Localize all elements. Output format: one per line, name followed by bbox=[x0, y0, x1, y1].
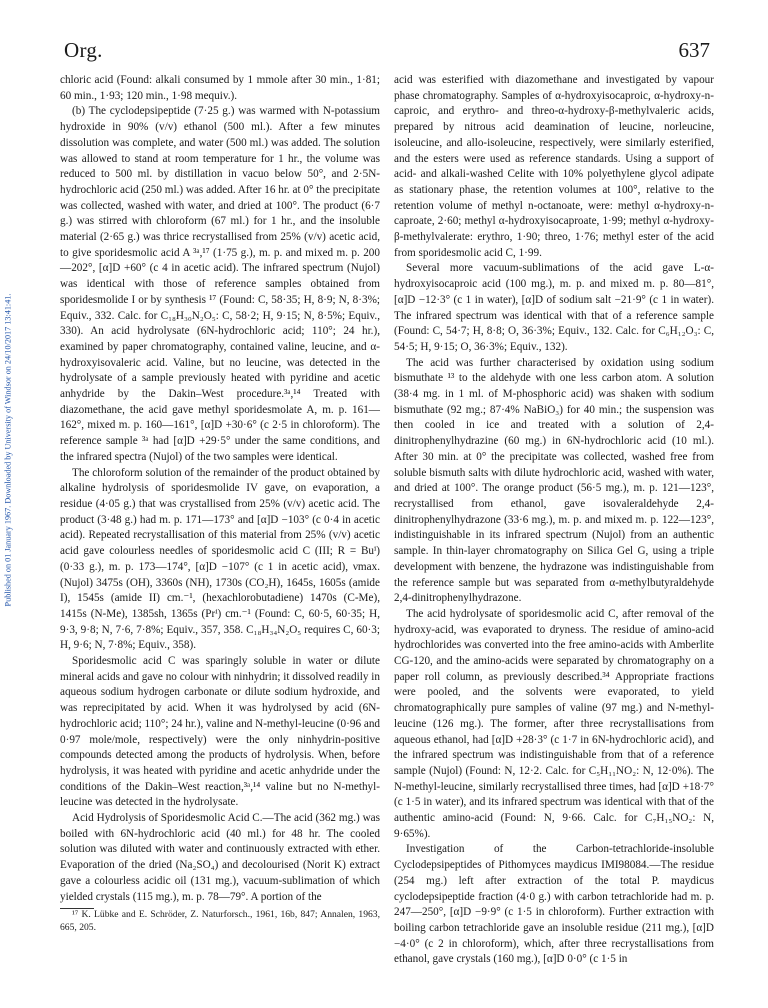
right-column bbox=[394, 73, 714, 968]
page-number: 637 bbox=[678, 38, 710, 62]
paragraph: The acid was further characterised by oxidation using sodium bismuthate ¹³ to the aldehyde with one less carbon atom. A solution (38·4 mg. in 1 ml. of M-phosphoric acid) was shaken with sodium bismuthate (92 mg.; 87·4% NaBiO₃) for 40 min.; the suspension was then cooled in ice and treated with a solution of 2,4-dinitrophenylhydrazine (60 mg.) in 6N-hydrochloric acid (10 ml.). After 30 min. at 0° the precipitate was collected, washed free from soluble bismuth salts with dilute hydrochloric acid, washed with water, and dried at 100°. The orange product (56·5 mg.), m. p. 121—123°, recrystallised from ethanol, gave isovaleraldehyde 2,4-dinitrophenylhydrazone (33·6 mg.), m. p. and mixed m. p. 122—123°, indistinguishable in its infrared spectrum (Nujol) from an authentic sample. In thin-layer chromatography on Silica Gel G, using a triple development with benzene, the hydrazone was indistinguishable from the reference sample but was separated from α-methylbutyraldehyde 2,4-dinitrophenylhydrazone. bbox=[394, 356, 714, 605]
paragraph: (b) The cyclodepsipeptide (7·25 g.) was warmed with N-potassium hydroxide in 90% (v/v) ethanol (500 ml.). After a few minutes dissolution was complete, and water (500 ml.) was added. The solution was allowed to stand at room temperature for 1 hr., the volume was reduced to 500 ml. by distillation in vacuo below 50°, and 2·5N-hydrochloric acid (250 ml.) was added. After 16 hr. at 0° the precipitate was collected, washed with water, and dried at 100°. The product (6·7 g.) was stirred with chloroform (67 ml.) for 1 hr., and the insoluble material (2·65 g.) was thrice recrystallised from 25% (v/v) acetic acid, to give sporidesmolic acid A ³ᵃ,¹⁷ (1·75 g.), m. p. and mixed m. p. 200—202°, [α]D +60° (c 4 in acetic acid). The infrared spectrum (Nujol) was identical with those of reference samples obtained from sporidesmolide I or by synthesis ¹⁷ (Found: C, 58·35; H, 8·9; N, 8·3%; Equiv., 332. Calc. for C₁₈H₃₀N₂O₅: C, 58·2; H, 9·15; N, 8·5%; Equiv., 330). An acid hydrolysate (6N-hydrochloric acid; 110°; 24 hr.), examined by paper chromatography, contained valine, leucine, and α-hydroxyisovaleric acid. Valine, but no leucine, was detected in the hydrolysate of a sample previously heated with pyridine and acetic anhydride by the Dakin–West procedure.³ᵃ,¹⁴ Treated with diazomethane, the acid gave methyl sporidesmolate A, m. p. 161—162°, mixed m. p. 160—161°, [α]D +30·6° (c 2·5 in chloroform). The reference sample ³ᵃ had [α]D +29·5° under the same conditions, and the infrared spectra (Nujol) of the two samples were identical. bbox=[60, 105, 380, 463]
paragraph: The acid hydrolysate of sporidesmolic acid C, after removal of the hydroxy-acid, was evaporated to dryness. The residue of amino-acid hydrochlorides was converted into the free amino-acids with Amberlite CG-120, and the amino-acids were separated by chromatography on a paper roll column, as previously described.³⁴ Appropriate fractions were pooled, and the solvents were evaporated, to yield chromatographically pure samples of valine (97 mg.) and N-methyl-leucine (126 mg.). The former, after three recrystallisations from aqueous ethanol, had [α]D +28·3° (c 1·7 in 6N-hydrochloric acid), and the infrared spectrum was indistinguishable from that of a reference sample (Nujol) (Found: N, 12·2. Calc. for C₅H₁₁NO₂: N, 12·0%). The N-methyl-leucine, similarly recrystallised three times, had [α]D +18·7° (c 1·5 in water), and its infrared spectrum was identical with that of the authentic amino-acid (Found: N, 9·66. Calc. for C₇H₁₅NO₂: N, 9·65%). bbox=[394, 607, 714, 840]
paragraph: acid was esterified with diazomethane and investigated by vapour phase chromatography. Samples of α-hydroxyisocaproic, α-hydroxy-n-caproic, and erythro- and threo-α-hydroxy-β-methylvaleric acids, prepared by nitrous acid deamination of leucine, norleucine, isoleucine, and allo-isoleucine, respectively, were similarly esterified, and the esters were used as reference standards. Using a support of acid- and alkali-washed Celite with 10% polyethylene glycol adipate as stationary phase, the retention volumes at 100°, relative to the retention volume of methyl n-octanoate, were: methyl α-hydroxy-n-caproate, 2·60; methyl α-hydroxyisocaproate, 1·99; methyl α-hydroxy-β-methylvalerate: erythro, 1·90; threo, 1·76; methyl ester of the acid from sporidesmolic acid C, 1·99. bbox=[394, 74, 714, 259]
page-header bbox=[64, 38, 710, 64]
paragraph: chloric acid (Found: alkali consumed by 1 mmole after 30 min., 1·81; 60 min., 1·93; 120 min., 1·98 mequiv.). bbox=[60, 74, 380, 102]
paragraph: Sporidesmolic acid C was sparingly soluble in water or dilute mineral acids and gave no colour with ninhydrin; it dissolved readily in aqueous sodium hydrogen carbonate or dilute sodium hydroxide, and was reprecipitated by acid. When it was hydrolysed by acid (6N-hydrochloric acid; 110°; 24 hr.), valine and N-methyl-leucine (0·96 and 0·97 mole/mole, respectively) were the only ninhydrin-positive compounds detected among the products of hydrolysis. When, before hydrolysis, it was heated with pyridine and acetic anhydride under the conditions of the Dakin–West reaction,³ᵃ,¹⁴ valine but no N-methyl-leucine was detected in the hydrolysate. bbox=[60, 655, 381, 809]
paragraph: Acid Hydrolysis of Sporidesmolic Acid C.—The acid (362 mg.) was boiled with 6N-hydrochloric acid (40 ml.) for 48 hr. The cooled solution was diluted with water and continuously extracted with ether. Evaporation of the dried (Na₂SO₄) and decolourised (Norit K) extract gave a colourless acidic oil (131 mg.), vacuum-sublimation of which yielded crystals (115 mg.), m. p. 78—79°. A portion of the bbox=[60, 812, 380, 903]
paragraph: The chloroform solution of the remainder of the product obtained by alkaline hydrolysis of sporidesmolide IV gave, on evaporation, a residue (4·05 g.) that was crystallised from 25% (v/v) acetic acid. The product (3·48 g.) had m. p. 171—173° and [α]D −103° (c 0·4 in acetic acid). Repeated recrystallisation of this material from 25% (v/v) acetic acid gave colourless needles of sporidesmolic acid C (III; R = Buⁱ) (0·33 g.), m. p. 173—174°, [α]D −107° (c 1 in acetic acid), νmax. (Nujol) 3475s (OH), 3360s (NH), 1730s (CO₂H), 1645s, 1605s (amide I), 1545s (amide II) cm.⁻¹, (hexachlorobutadiene) 1470s (C-Me), 1415s (N-Me), 1385sh, 1365s (Prⁱ) cm.⁻¹ (Found: C, 60·5, 60·35; H, 9·3, 9·8; N, 7·6, 7·8%; Equiv., 357, 358. C₁₈H₃₄N₂O₅ requires C, 60·3; H, 9·6; N, 7·8%; Equiv., 358). bbox=[60, 466, 380, 652]
footnote: ¹⁷ K. Lübke and E. Schröder, Z. Naturforsch., 1961, 16b, 847; Annalen, 1963, 665, 205. bbox=[60, 909, 380, 933]
left-column bbox=[60, 73, 380, 934]
paragraph: Investigation of the Carbon-tetrachloride-insoluble Cyclodepsipeptides of Pithomyces maydicus IMI98084.—The residue (254 mg.) left after extraction of the total P. maydicus cyclodepsipeptide fraction (4·0 g.) with carbon tetrachloride had m. p. 247—250°, [α]D −9·9° (c 1·5 in chloroform). Further extraction with boiling carbon tetrachloride gave an insoluble residue (211 mg.), [α]D −4·0° (c 2 in chloroform), which, after three recrystallisations from ethanol, gave crystals (160 mg.), [α]D 0·0° (c 1·5 in bbox=[394, 843, 714, 966]
provenance-text: Published on 01 January 1967. Downloaded by University of Windsor on 24/10/2017 13:41:41. bbox=[3, 293, 13, 607]
download-provenance-note bbox=[2, 110, 14, 790]
paragraph: Several more vacuum-sublimations of the acid gave L-α-hydroxyisocaproic acid (100 mg.), m. p. and mixed m. p. 80—81°, [α]D −12·3° (c 1 in water), [α]D of sodium salt −21·9° (c 1 in water). The infrared spectrum was identical with that of a reference sample (Found: C, 54·7; H, 8·8; O, 36·3%; Equiv., 132. Calc. for C₆H₁₂O₃: C, 54·5; H, 9·15; O, 36·3%; Equiv., 132). bbox=[394, 262, 714, 353]
journal-section-title: Org. bbox=[64, 38, 103, 62]
